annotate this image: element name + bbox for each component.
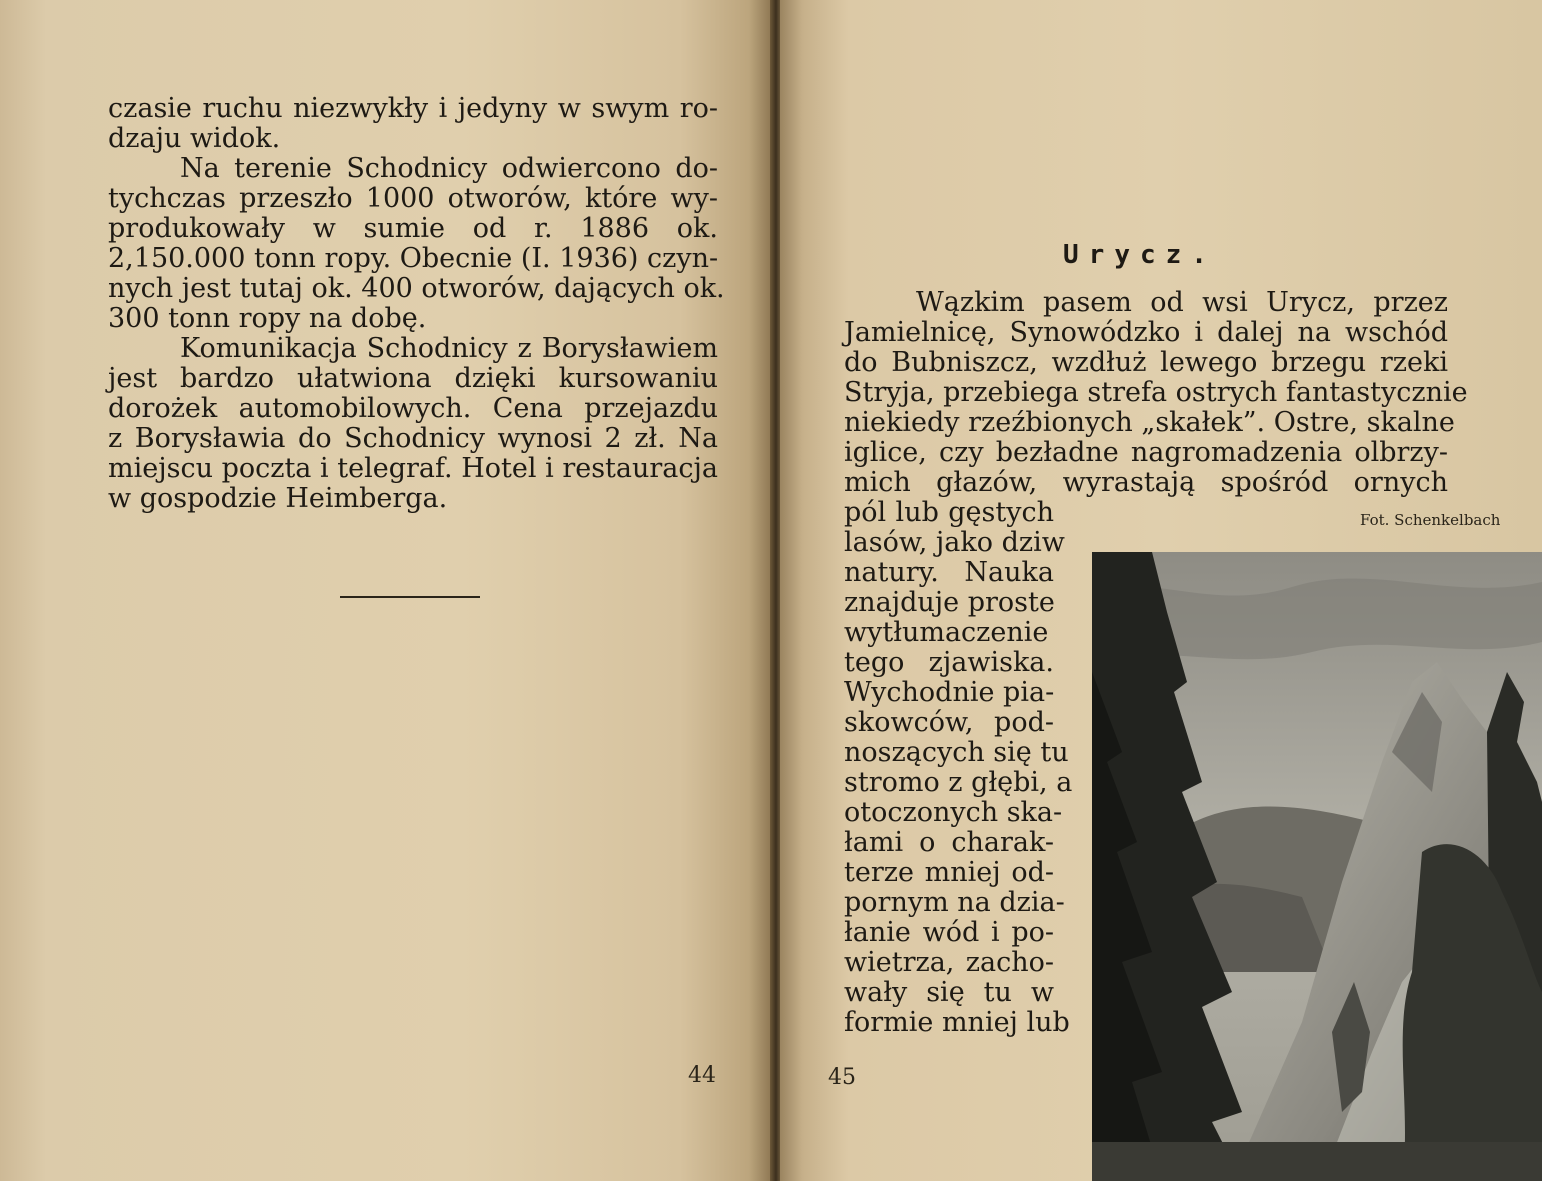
right-page — [780, 0, 1542, 1181]
text-line: tychczas przeszło 1000 otworów, które wy- — [108, 183, 718, 214]
text-line: Wązkim pasem od wsi Urycz, przez — [916, 287, 1448, 318]
text-line: produkowały w sumie od r. 1886 ok. — [108, 213, 718, 244]
text-line: z Borysławia do Schodnicy wynosi 2 zł. Na — [108, 423, 718, 454]
text-line: niekiedy rzeźbionych „skałek”. Ostre, skalne — [844, 407, 1455, 438]
text-line: natury. Nauka — [844, 557, 1054, 588]
page-number-left: 44 — [688, 1063, 716, 1088]
text-line: terze mniej od- — [844, 857, 1054, 888]
text-line: formie mniej lub — [844, 1007, 1070, 1038]
left-page-text — [108, 93, 725, 514]
text-line: pól lub gęstych — [844, 497, 1054, 528]
text-line: pornym na dzia- — [844, 887, 1065, 918]
section-divider — [340, 596, 480, 598]
rock-formation-photo — [1092, 552, 1542, 1181]
section-heading: Urycz. — [1063, 240, 1217, 270]
page-number-right: 45 — [828, 1065, 856, 1090]
text-line: nych jest tutaj ok. 400 otworów, dających ok. — [108, 273, 725, 304]
text-line: Komunikacja Schodnicy z Borysławiem — [180, 333, 718, 364]
photo-credit: Fot. Schenkelbach — [1360, 511, 1501, 529]
text-line: znajduje proste — [844, 587, 1055, 618]
text-line: wały się tu w — [844, 977, 1054, 1008]
photo-illustration — [1092, 552, 1542, 1181]
text-line: Jamielnicę, Synowódzko i dalej na wschód — [844, 317, 1448, 348]
text-line: łanie wód i po- — [844, 917, 1054, 948]
right-page-column-text — [844, 497, 1073, 1038]
text-line: 2,150.000 tonn ropy. Obecnie (I. 1936) czyn- — [108, 243, 719, 274]
text-line: wytłumaczenie — [844, 617, 1049, 648]
text-line: Stryja, przebiega strefa ostrych fantastycznie — [844, 377, 1468, 408]
text-line: łami o charak- — [844, 827, 1054, 858]
text-line: miejscu poczta i telegraf. Hotel i restauracja — [108, 453, 718, 484]
right-page-text — [844, 287, 1468, 498]
text-line: stromo z głębi, a — [844, 767, 1073, 798]
text-line: do Bubniszcz, wzdłuż lewego brzegu rzeki — [844, 347, 1448, 378]
text-line: dorożek automobilowych. Cena przejazdu — [108, 393, 718, 424]
text-line: otoczonych ska- — [844, 797, 1063, 828]
text-line: wietrza, zacho- — [844, 947, 1054, 978]
text-line: dzaju widok. — [108, 123, 281, 154]
text-line: iglice, czy bezładne nagromadzenia olbrzy- — [844, 437, 1448, 468]
text-line: mich głazów, wyrastają spośród ornych — [844, 467, 1448, 498]
text-line: jest bardzo ułatwiona dzięki kursowaniu — [108, 363, 718, 394]
text-line: Na terenie Schodnicy odwiercono do- — [180, 153, 718, 184]
text-line: noszących się tu — [844, 737, 1069, 768]
text-line: skowców, pod- — [844, 707, 1054, 738]
text-line: Wychodnie pia- — [844, 677, 1055, 708]
text-line: 300 tonn ropy na dobę. — [108, 303, 427, 334]
text-line: czasie ruchu niezwykły i jedyny w swym ro- — [108, 93, 718, 124]
text-line: tego zjawiska. — [844, 647, 1054, 678]
text-line: w gospodzie Heimberga. — [108, 483, 448, 514]
text-line: lasów, jako dziw — [844, 527, 1065, 558]
